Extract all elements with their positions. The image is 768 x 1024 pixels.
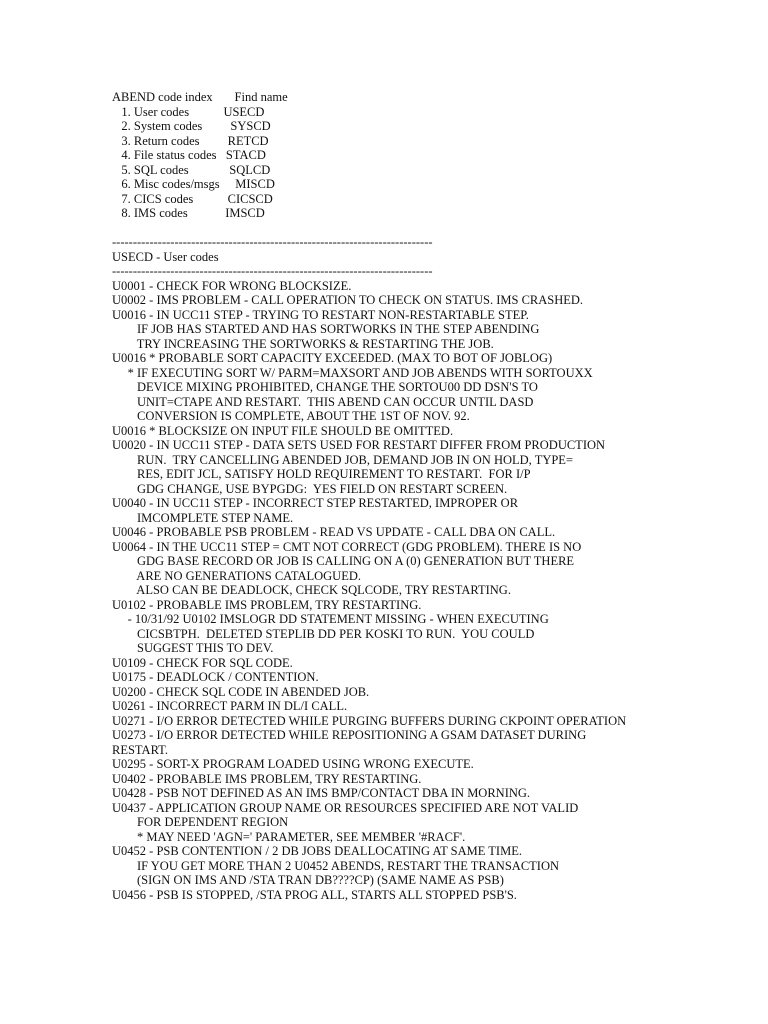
code-lines xyxy=(112,279,752,903)
divider-top: ----------------------------------------------------------------------------- xyxy=(112,235,433,249)
document-page xyxy=(112,90,752,902)
code-line: CICSBTPH. DELETED STEPLIB DD PER KOSKI TO RUN. YOU COULD xyxy=(112,626,535,641)
spacer xyxy=(112,221,752,236)
code-line: FOR DEPENDENT REGION xyxy=(112,815,289,829)
code-line: U0020 - IN UCC11 STEP - DATA SETS USED FOR RESTART DIFFER FROM PRODUCTION xyxy=(112,438,606,452)
code-line: * IF EXECUTING SORT W/ PARM=MAXSORT AND JOB ABENDS WITH SORTOUXX xyxy=(112,365,593,380)
index-item-user-codes: 1. User codes USECD xyxy=(112,104,265,119)
index-item-misc-codes: 6. Misc codes/msgs MISCD xyxy=(112,177,275,191)
code-line: U0295 - SORT-X PROGRAM LOADED USING WRONG EXECUTE. xyxy=(112,757,474,771)
divider-bottom: ----------------------------------------------------------------------------- xyxy=(112,264,433,278)
index-item-ims-codes: 8. IMS codes IMSCD xyxy=(112,206,265,220)
code-line: SUGGEST THIS TO DEV. xyxy=(112,641,274,655)
code-line: U0428 - PSB NOT DEFINED AS AN IMS BMP/CONTACT DBA IN MORNING. xyxy=(112,786,531,800)
code-line: U0016 * BLOCKSIZE ON INPUT FILE SHOULD BE OMITTED. xyxy=(112,423,454,438)
code-line: U0452 - PSB CONTENTION / 2 DB JOBS DEALLOCATING AT SAME TIME. xyxy=(112,844,522,858)
code-line: IF JOB HAS STARTED AND HAS SORTWORKS IN THE STEP ABENDING xyxy=(112,322,540,336)
code-line: DEVICE MIXING PROHIBITED, CHANGE THE SORTOU00 DD DSN'S TO xyxy=(112,380,538,394)
index-list xyxy=(112,105,752,221)
code-line: RUN. TRY CANCELLING ABENDED JOB, DEMAND JOB IN ON HOLD, TYPE= xyxy=(112,452,573,467)
code-line: ARE NO GENERATIONS CATALOGUED. xyxy=(112,568,361,583)
code-line: U0064 - IN THE UCC11 STEP = CMT NOT CORRECT (GDG PROBLEM). THERE IS NO xyxy=(112,539,582,554)
code-line: U0402 - PROBABLE IMS PROBLEM, TRY RESTARTING. xyxy=(112,771,422,786)
code-line: * MAY NEED 'AGN=' PARAMETER, SEE MEMBER '#RACF'. xyxy=(112,829,466,844)
code-line: U0456 - PSB IS STOPPED, /STA PROG ALL, STARTS ALL STOPPED PSB'S. xyxy=(112,887,517,902)
code-line: UNIT=CTAPE AND RESTART. THIS ABEND CAN OCCUR UNTIL DASD xyxy=(112,394,534,409)
code-line: CONVERSION IS COMPLETE, ABOUT THE 1ST OF NOV. 92. xyxy=(112,409,470,423)
code-line: U0261 - INCORRECT PARM IN DL/I CALL. xyxy=(112,699,348,713)
code-line: TRY INCREASING THE SORTWORKS & RESTARTING THE JOB. xyxy=(112,336,494,351)
code-line: RESTART. xyxy=(112,742,169,757)
code-line: U0046 - PROBABLE PSB PROBLEM - READ VS UPDATE - CALL DBA ON CALL. xyxy=(112,525,556,539)
code-line: GDG BASE RECORD OR JOB IS CALLING ON A (0) GENERATION BUT THERE xyxy=(112,554,575,568)
code-line: U0001 - CHECK FOR WRONG BLOCKSIZE. xyxy=(112,278,352,293)
code-line: U0437 - APPLICATION GROUP NAME OR RESOURCES SPECIFIED ARE NOT VALID xyxy=(112,800,579,815)
code-line: U0109 - CHECK FOR SQL CODE. xyxy=(112,655,293,670)
code-line: (SIGN ON IMS AND /STA TRAN DB????CP) (SAME NAME AS PSB) xyxy=(112,873,504,887)
code-line: ALSO CAN BE DEADLOCK, CHECK SQLCODE, TRY RESTARTING. xyxy=(112,583,511,597)
index-item-cics-codes: 7. CICS codes CICSCD xyxy=(112,191,273,206)
code-line: U0016 - IN UCC11 STEP - TRYING TO RESTART NON-RESTARTABLE STEP. xyxy=(112,307,529,322)
index-item-sql-codes: 5. SQL codes SQLCD xyxy=(112,162,271,177)
code-line: IMCOMPLETE STEP NAME. xyxy=(112,510,294,525)
code-line: U0175 - DEADLOCK / CONTENTION. xyxy=(112,670,319,684)
code-line: U0016 * PROBABLE SORT CAPACITY EXCEEDED. (MAX TO BOT OF JOBLOG) xyxy=(112,351,553,365)
code-line: U0102 - PROBABLE IMS PROBLEM, TRY RESTARTING. xyxy=(112,597,422,612)
index-title: ABEND code index Find name xyxy=(112,90,288,104)
code-line: U0273 - I/O ERROR DETECTED WHILE REPOSITIONING A GSAM DATASET DURING xyxy=(112,728,587,742)
index-item-return-codes: 3. Return codes RETCD xyxy=(112,133,269,148)
code-line: U0271 - I/O ERROR DETECTED WHILE PURGING BUFFERS DURING CKPOINT OPERATION xyxy=(112,713,627,728)
index-item-file-status-codes: 4. File status codes STACD xyxy=(112,148,266,162)
code-line: U0200 - CHECK SQL CODE IN ABENDED JOB. xyxy=(112,684,370,699)
code-line: GDG CHANGE, USE BYPGDG: YES FIELD ON RESTART SCREEN. xyxy=(112,481,508,496)
section-title: USECD - User codes xyxy=(112,249,219,264)
code-line: - 10/31/92 U0102 IMSLOGR DD STATEMENT MISSING - WHEN EXECUTING xyxy=(112,612,549,626)
index-item-system-codes: 2. System codes SYSCD xyxy=(112,119,271,133)
code-line: IF YOU GET MORE THAN 2 U0452 ABENDS, RESTART THE TRANSACTION xyxy=(112,858,560,873)
code-line: U0002 - IMS PROBLEM - CALL OPERATION TO CHECK ON STATUS. IMS CRASHED. xyxy=(112,293,584,307)
code-line: RES, EDIT JCL, SATISFY HOLD REQUIREMENT TO RESTART. FOR I/P xyxy=(112,467,531,481)
code-line: U0040 - IN UCC11 STEP - INCORRECT STEP RESTARTED, IMPROPER OR xyxy=(112,496,519,510)
